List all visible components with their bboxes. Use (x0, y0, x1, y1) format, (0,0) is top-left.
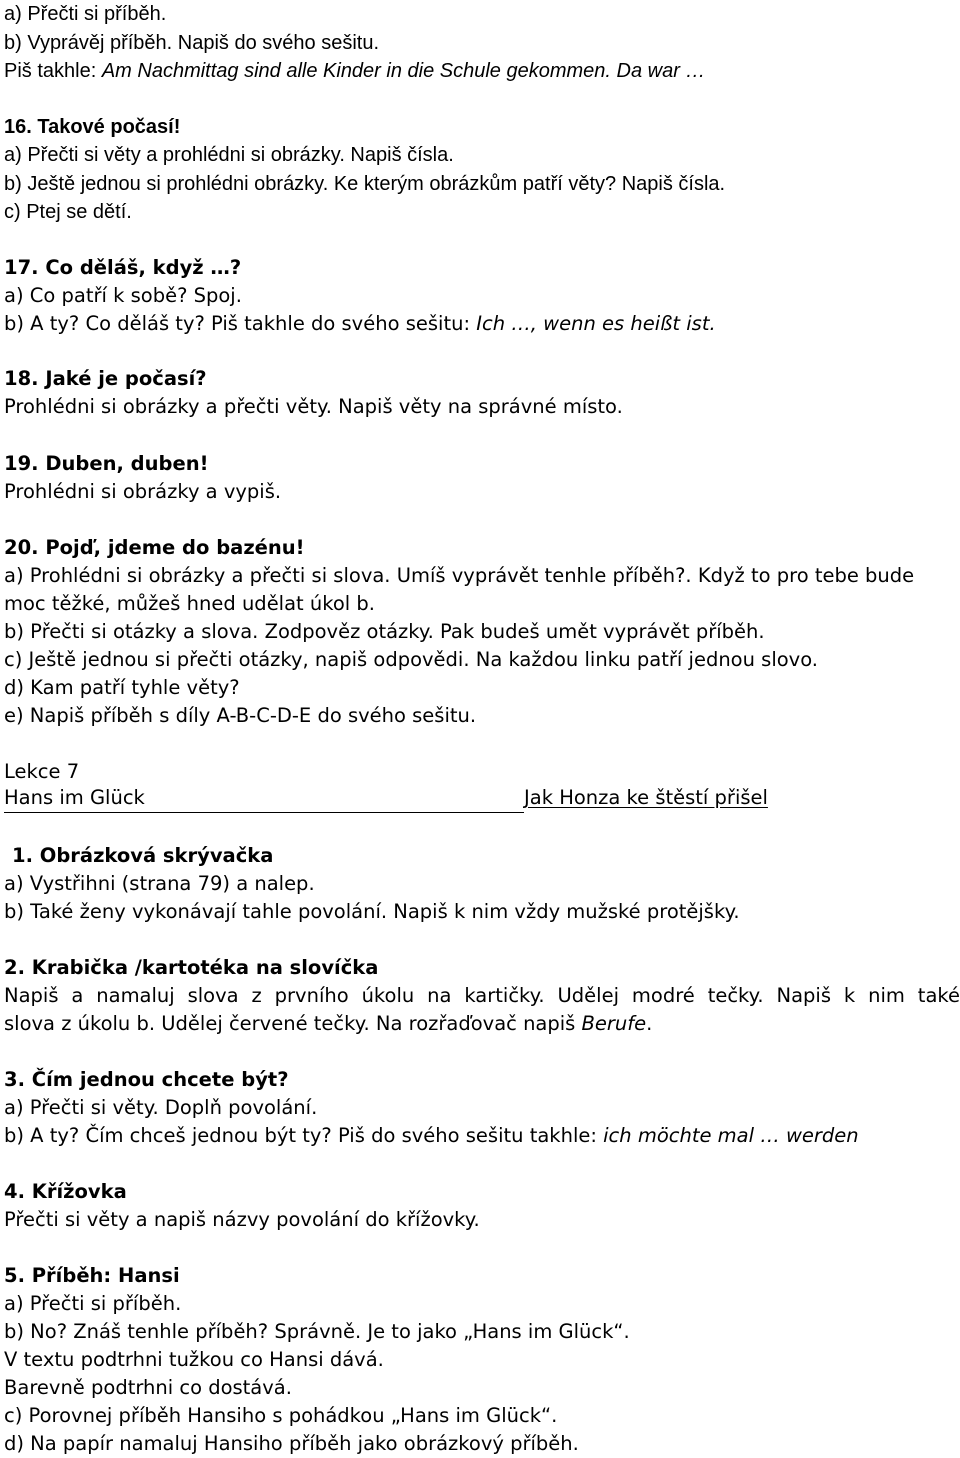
section-heading-18 (4, 365, 960, 393)
text-line (4, 170, 960, 198)
instruction-text: a) Vystřihni (strana 79) a nalep. (4, 872, 315, 895)
text-line (4, 29, 960, 57)
instruction-text: a) Přečti si příběh. (4, 1292, 182, 1315)
text-line (4, 674, 960, 702)
section-heading-19 (4, 450, 960, 478)
heading-text: 5. Příběh: Hansi (4, 1264, 180, 1287)
text-line (4, 702, 960, 730)
instruction-text: c) Porovnej příběh Hansiho s pohádkou „Hans im Glück“. (4, 1404, 558, 1427)
lesson-title-cz (524, 784, 768, 812)
text-line (4, 898, 960, 926)
text-line (4, 1374, 960, 1402)
lesson-label-text: Lekce 7 (4, 760, 80, 783)
heading-text: 19. Duben, duben! (4, 452, 209, 475)
instruction-text: Barevně podtrhni co dostává. (4, 1376, 292, 1399)
instruction-text: b) Přečti si otázky a slova. Zodpověz otázky. Pak budeš umět vyprávět příběh. (4, 620, 765, 643)
text-line (4, 0, 960, 28)
lesson-title-cz-text: Jak Honza ke štěstí přišel (524, 786, 768, 809)
instruction-text: d) Kam patří tyhle věty? (4, 676, 240, 699)
instruction-text: b) A ty? Co děláš ty? (4, 312, 212, 335)
instruction-text: d) Na papír namaluj Hansiho příběh jako obrázkový příběh. (4, 1432, 579, 1455)
instruction-text: a) Přečti si věty a prohlédni si obrázky. Napiš čísla. (4, 144, 454, 166)
text-line (4, 1430, 960, 1458)
instruction-text: b) No? Znáš tenhle příběh? Správně. Je to jako „Hans im Glück“. (4, 1320, 630, 1343)
text-line (4, 1346, 960, 1374)
heading-text: 1. Obrázková skrývačka (12, 844, 274, 867)
text-line (4, 310, 960, 338)
text-line (4, 1094, 960, 1122)
instruction-text: Piš takhle do svého sešitu: (211, 312, 477, 335)
text-line (4, 590, 960, 618)
instruction-text: moc těžké, můžeš hned udělat úkol b. (4, 592, 375, 615)
heading-text: 17. Co děláš, když …? (4, 256, 242, 279)
section-heading-17 (4, 254, 960, 282)
task-heading-1 (12, 842, 960, 870)
heading-text: 4. Křížovka (4, 1180, 127, 1203)
instruction-text: b) Ještě jednou si prohlédni obrázky. Ke kterým obrázkům patří věty? Napiš čísla. (4, 173, 726, 195)
lesson-title-de (4, 784, 524, 813)
text-line (4, 57, 960, 85)
instruction-text: a) Prohlédni si obrázky a přečti si slova. Umíš vyprávět tenhle příběh?. Když to pro tebe bude (4, 564, 915, 587)
text-line (4, 1290, 960, 1318)
instruction-text: a) Přečti si věty. Doplň povolání. (4, 1096, 318, 1119)
instruction-text: a) Přečti si příběh. (4, 3, 167, 25)
instruction-text: b) Také ženy vykonávají tahle povolání. Napiš k nim vždy mužské protějšky. (4, 900, 740, 923)
instruction-text: Prohlédni si obrázky a vypiš. (4, 480, 282, 503)
german-word: Berufe (581, 1012, 647, 1035)
task-heading-2 (4, 954, 960, 982)
text-line (4, 478, 960, 506)
text-line (4, 393, 960, 421)
heading-text: 18. Jaké je počasí? (4, 367, 207, 390)
instruction-text: c) Ptej se dětí. (4, 201, 132, 223)
text-line (4, 1122, 960, 1150)
task-heading-3 (4, 1066, 960, 1094)
instruction-text: a) Co patří k sobě? Spoj. (4, 284, 242, 307)
text-line (4, 982, 960, 1010)
text-line (4, 646, 960, 674)
text-line (4, 870, 960, 898)
instruction-text: . (646, 1012, 653, 1035)
instruction-text: e) Napiš příběh s díly A-B-C-D-E do svého sešitu. (4, 704, 477, 727)
german-example: Am Nachmittag sind alle Kinder in die Schule gekommen. Da war … (101, 60, 706, 82)
instruction-text: b) Vyprávěj příběh. Napiš do svého sešitu. (4, 32, 380, 54)
text-line (4, 618, 960, 646)
text-line (4, 141, 960, 169)
instruction-text: Piš takhle: (4, 60, 102, 82)
task-heading-5 (4, 1262, 960, 1290)
lesson-title-de-text: Hans im Glück (4, 786, 145, 809)
german-example: ich möchte mal … werden (603, 1124, 859, 1147)
heading-text: 3. Čím jednou chcete být? (4, 1068, 289, 1091)
text-line (4, 282, 960, 310)
text-line (4, 1206, 960, 1234)
instruction-text: Prohlédni si obrázky a přečti věty. Napiš věty na správné místo. (4, 395, 623, 418)
instruction-text: Napiš a namaluj slova z prvního úkolu na kartičky. Udělej modré tečky. Napiš k nim také (4, 984, 960, 1007)
instruction-text: c) Ještě jednou si přečti otázky, napiš odpovědi. Na každou linku patří jednou slovo. (4, 648, 819, 671)
heading-text: 16. Takové počasí! (4, 116, 181, 138)
task-heading-4 (4, 1178, 960, 1206)
lesson-label (4, 758, 960, 786)
instruction-text: slova z úkolu b. Udělej červené tečky. Na rozřaďovač napiš (4, 1012, 582, 1035)
instruction-text: Přečti si věty a napiš názvy povolání do křížovky. (4, 1208, 480, 1231)
text-line (4, 198, 960, 226)
section-heading-20 (4, 534, 960, 562)
lesson-title-row (0, 784, 960, 814)
section-heading-16 (4, 113, 960, 141)
text-line (4, 1402, 960, 1430)
german-example: Ich …, wenn es heißt ist. (476, 312, 716, 335)
text-line (4, 1010, 960, 1038)
text-line (4, 1318, 960, 1346)
text-line (4, 562, 960, 590)
heading-text: 2. Krabička /kartotéka na slovíčka (4, 956, 379, 979)
instruction-text: V textu podtrhni tužkou co Hansi dává. (4, 1348, 384, 1371)
heading-text: 20. Pojď, jdeme do bazénu! (4, 536, 305, 559)
instruction-text: b) A ty? Čím chceš jednou být ty? Piš do svého sešitu takhle: (4, 1124, 604, 1147)
